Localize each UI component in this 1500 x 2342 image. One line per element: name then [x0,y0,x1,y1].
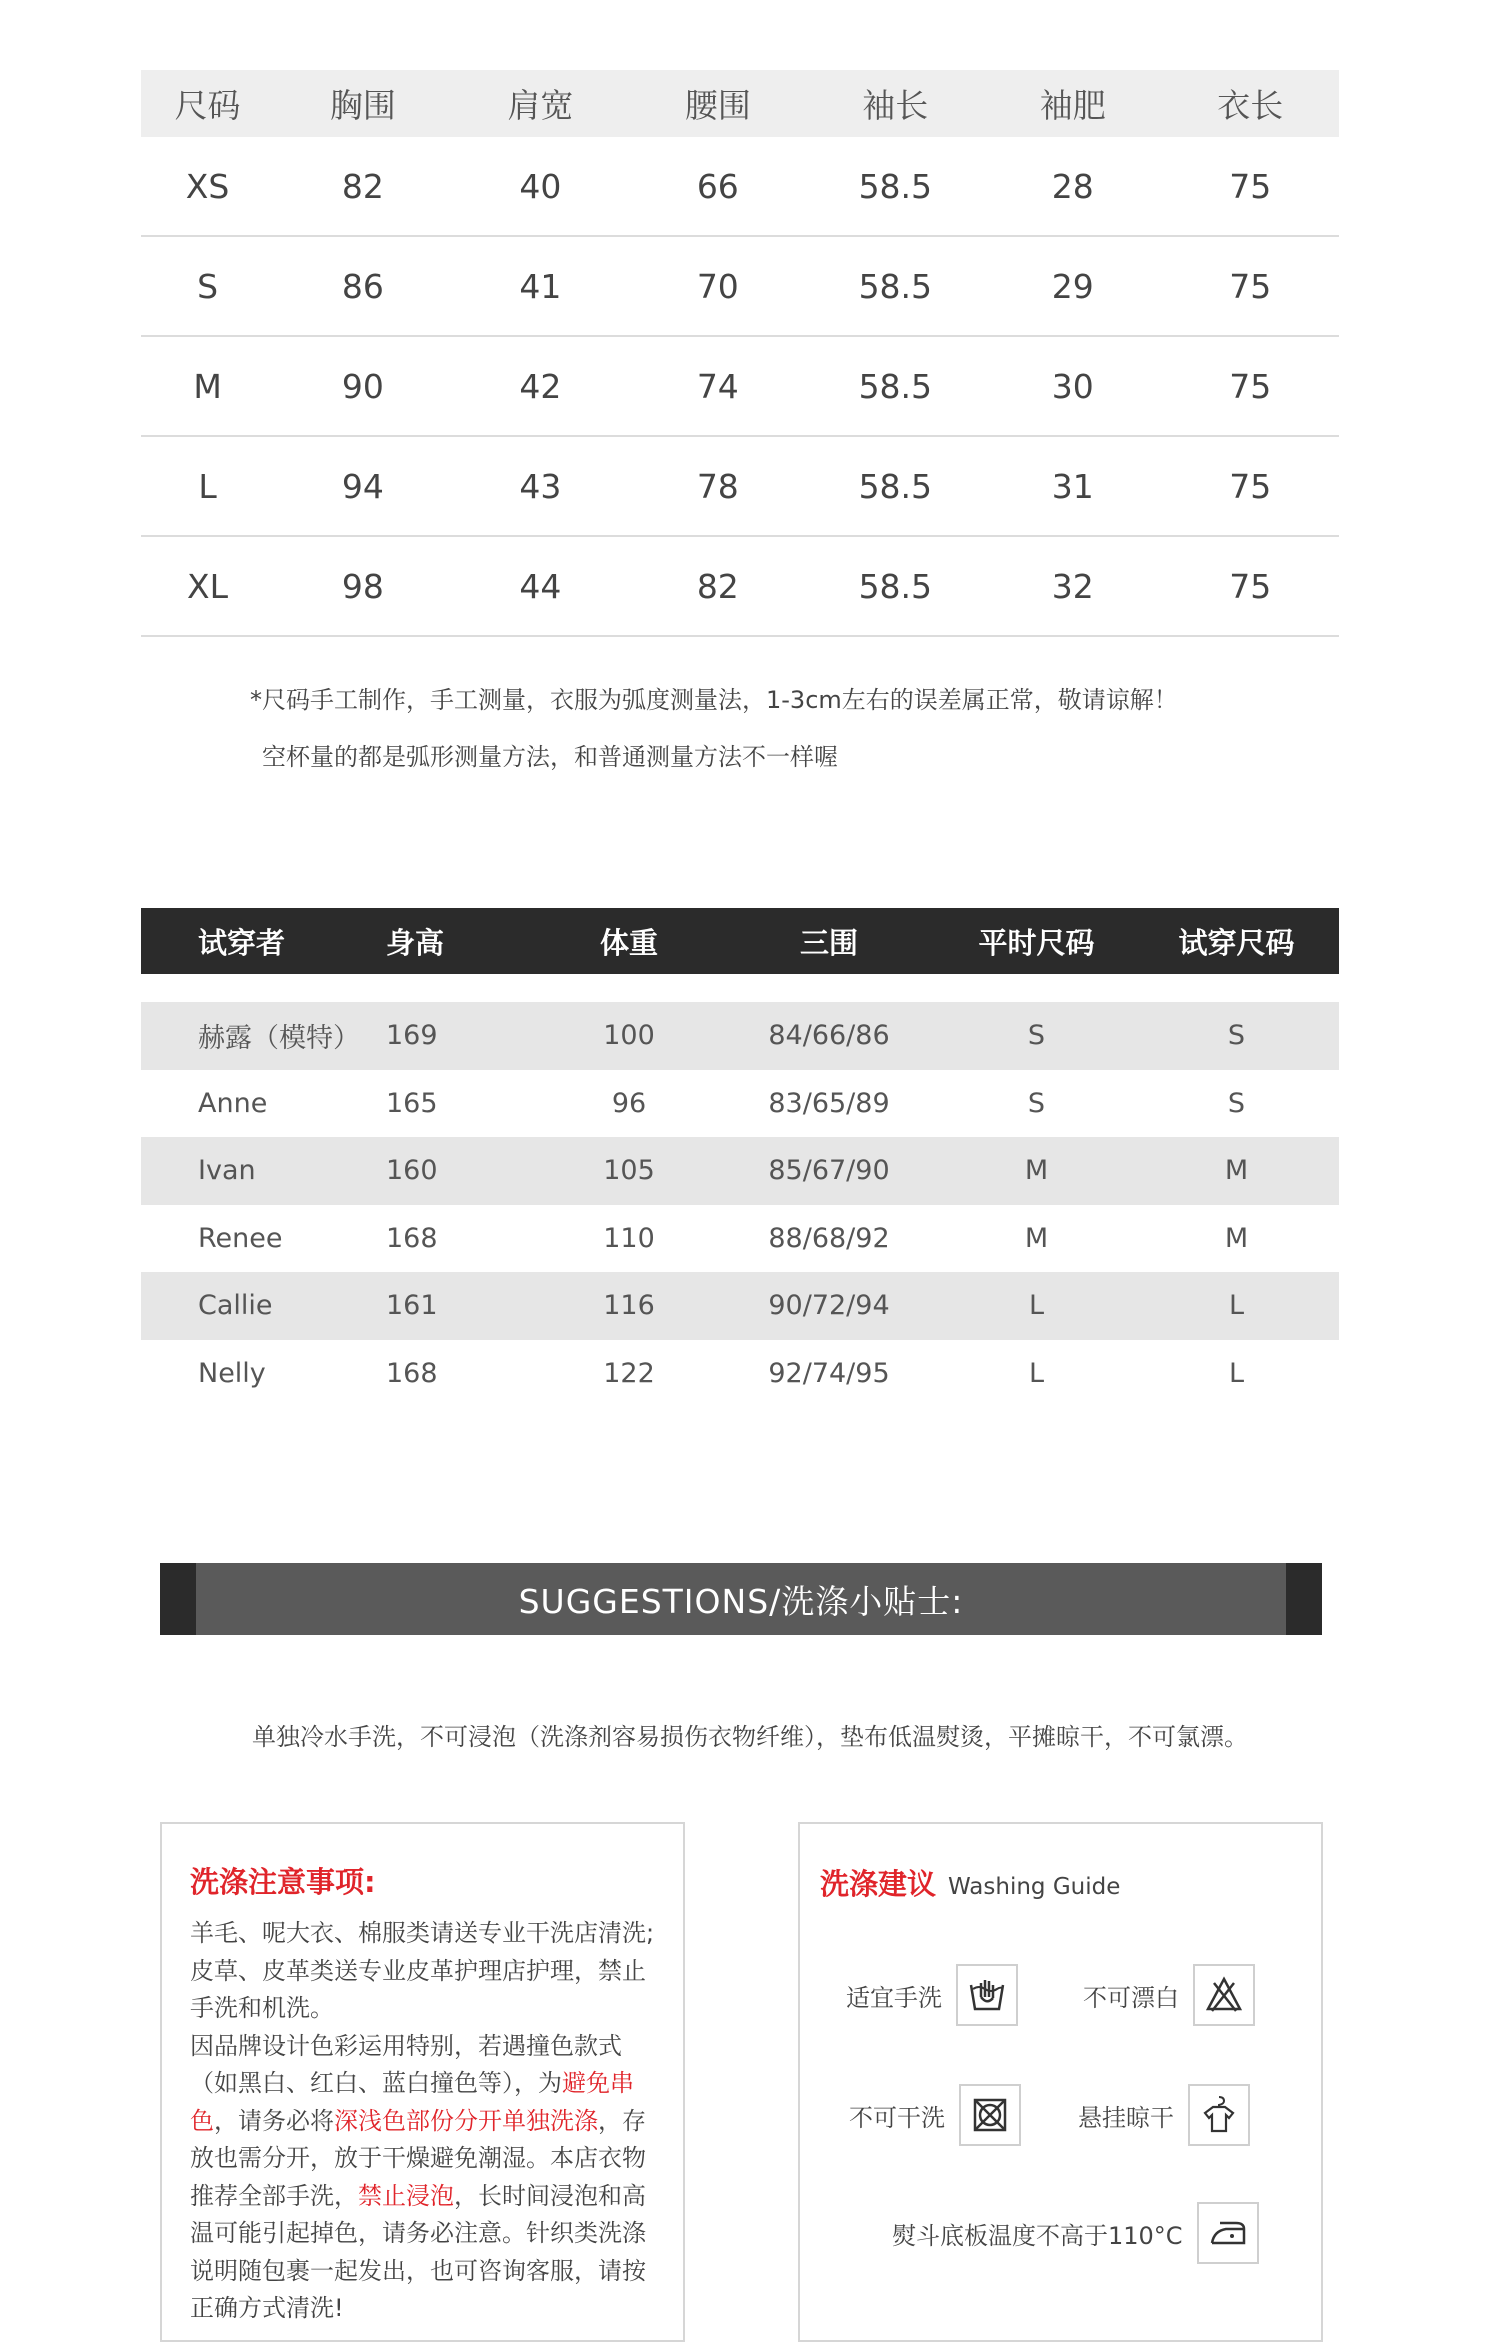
table-cell: 90/72/94 [768,1290,890,1322]
care-notes-paragraph-2 [190,2028,655,2328]
table-cell: Anne [198,1087,268,1119]
table-cell: 75 [1229,166,1272,206]
care-label: 不可干洗 [849,2103,945,2132]
header-cell: 身高 [386,925,445,960]
no-dry-clean-icon [959,2084,1021,2146]
washing-guide-title-cn: 洗涤建议 [820,1867,937,1901]
table-cell: Nelly [198,1357,266,1389]
table-cell: 98 [341,566,384,606]
header-cell: 袖长 [862,86,929,125]
fit-table [141,908,1339,1407]
header-cell: 肩宽 [507,86,574,125]
table-cell: S [1227,1087,1246,1119]
table-cell: 58.5 [858,266,933,306]
care-label: 悬挂晾干 [1078,2103,1174,2132]
header-cell: 胸围 [329,86,396,125]
care-notes-box [160,1822,685,2342]
table-cell: 116 [603,1290,655,1322]
header-cell: 试穿者 [198,925,286,960]
table-cell: 161 [386,1290,438,1322]
fit-table-header [141,908,1339,974]
highlight-text: 禁止浸泡 [358,2181,454,2210]
table-cell: 29 [1051,266,1094,306]
care-notes-title: 洗涤注意事项: [190,1865,376,1899]
table-cell: 74 [696,366,739,406]
highlight-text: 避免串色 [190,2069,634,2135]
table-cell: S [1027,1020,1046,1052]
no-bleach-icon [1193,1964,1255,2026]
suggestions-title: SUGGESTIONS/洗涤小贴士: [518,1581,964,1621]
hand-wash-icon [956,1964,1018,2026]
table-cell: 75 [1229,366,1272,406]
table-cell: 44 [519,566,562,606]
iron-low-icon [1197,2202,1259,2264]
table-row [141,1205,1339,1273]
table-cell: 92/74/95 [768,1357,890,1389]
washing-guide-title [820,1862,1120,1903]
table-cell: 168 [386,1222,438,1254]
table-row [141,337,1339,437]
table-cell: 58.5 [858,566,933,606]
table-cell: 122 [603,1357,655,1389]
table-cell: 168 [386,1357,438,1389]
table-cell: 160 [386,1155,438,1187]
table-cell: 41 [519,266,562,306]
table-cell: L [1228,1357,1245,1389]
table-cell: 96 [611,1087,647,1119]
table-cell: L [1028,1357,1045,1389]
measurement-note-secondary: 空杯量的都是弧形测量方法，和普通测量方法不一样喔 [262,743,838,771]
header-cell: 袖肥 [1039,86,1106,125]
care-item-iron [892,2202,1259,2264]
header-cell: 腰围 [684,86,751,125]
care-label: 不可漂白 [1083,1983,1179,2012]
table-row [141,437,1339,537]
care-text: ，存放也需分开，放于干燥避免潮湿。本店衣物推荐全部手洗， [190,2106,646,2210]
table-cell: M [1024,1222,1049,1254]
size-table-header [141,70,1339,137]
table-row [141,1137,1339,1205]
table-cell: 94 [341,466,384,506]
table-row [141,1070,1339,1138]
table-cell: M [193,366,222,406]
table-cell: 30 [1051,366,1094,406]
table-cell: 58.5 [858,166,933,206]
table-cell: 90 [341,366,384,406]
table-cell: 82 [341,166,384,206]
table-cell: 赫露（模特） [198,1023,360,1055]
care-text: ，长时间浸泡和高温可能引起掉色，请务必注意。针织类洗涤说明随包裹一起发出，也可咨询客服，请按正确方式清洗! [190,2181,646,2322]
table-cell: 84/66/86 [768,1020,890,1052]
washing-guide-box [798,1822,1323,2342]
table-cell: 169 [386,1020,438,1052]
table-cell: Ivan [198,1155,256,1187]
size-table [141,70,1339,637]
header-cell: 体重 [599,925,658,960]
table-cell: 110 [603,1222,655,1254]
table-cell: 78 [696,466,739,506]
care-notes-paragraph-1: 羊毛、呢大衣、棉服类请送专业干洗店清洗;皮草、皮革类送专业皮革护理店护理，禁止手洗和机洗。 [190,1919,655,2022]
table-cell: 31 [1051,466,1094,506]
table-cell: M [1224,1155,1249,1187]
table-row [141,1272,1339,1340]
measurement-note: *尺码手工制作，手工测量，衣服为弧度测量法，1-3cm左右的误差属正常，敬请谅解！ [250,686,1178,714]
table-cell: M [1224,1222,1249,1254]
wash-instructions: 单独冷水手洗，不可浸泡（洗涤剂容易损伤衣物纤维），垫布低温熨烫，平摊晾干，不可氯漂。 [252,1723,1248,1751]
header-cell: 三围 [799,925,858,960]
table-cell: 86 [341,266,384,306]
table-cell: 58.5 [858,366,933,406]
table-cell: S [197,266,219,306]
table-cell: 75 [1229,266,1272,306]
table-cell: 66 [696,166,739,206]
table-cell: L [1228,1290,1245,1322]
care-notes-text [190,1915,655,2328]
suggestions-banner [160,1563,1322,1635]
table-cell: S [1227,1020,1246,1052]
table-cell: 100 [603,1020,655,1052]
table-row [141,537,1339,637]
header-cell: 尺码 [174,86,241,125]
table-row [141,1340,1339,1408]
header-cell: 试穿尺码 [1178,925,1295,960]
table-cell: 75 [1229,566,1272,606]
table-cell: L [198,466,217,506]
care-item-no-bleach [1083,1964,1255,2026]
table-cell: L [1028,1290,1045,1322]
table-cell: 40 [519,166,562,206]
table-cell: 43 [519,466,562,506]
table-row [141,237,1339,337]
table-cell: 28 [1051,166,1094,206]
table-cell: 105 [603,1155,655,1187]
header-cell: 衣长 [1217,86,1284,125]
care-item-hand-wash [846,1964,1018,2026]
table-cell: 58.5 [858,466,933,506]
table-cell: 70 [696,266,739,306]
table-cell: 88/68/92 [768,1222,890,1254]
table-cell: 42 [519,366,562,406]
table-cell: 32 [1051,566,1094,606]
header-cell: 平时尺码 [978,925,1095,960]
washing-guide-title-en: Washing Guide [948,1874,1121,1900]
table-cell: S [1027,1087,1046,1119]
table-cell: 85/67/90 [768,1155,890,1187]
table-cell: M [1024,1155,1049,1187]
care-label: 适宜手洗 [846,1983,942,2012]
table-cell: XS [185,166,230,206]
table-cell: 165 [386,1087,438,1119]
table-row [141,1002,1339,1070]
table-cell: Renee [198,1222,283,1254]
hang-dry-icon [1188,2084,1250,2146]
table-cell: 83/65/89 [768,1087,890,1119]
table-cell: 82 [696,566,739,606]
table-cell: Callie [198,1290,273,1322]
care-item-hang-dry [1078,2084,1250,2146]
table-cell: 75 [1229,466,1272,506]
care-text: ，请务必将 [214,2106,334,2135]
fit-table-body [141,1002,1339,1407]
table-cell: XL [187,566,229,606]
table-row [141,137,1339,237]
care-text: 因品牌设计色彩运用特别，若遇撞色款式（如黑白、红白、蓝白撞色等），为 [190,2031,622,2097]
care-label: 熨斗底板温度不高于110°C [892,2221,1183,2250]
care-item-no-dry-clean [849,2084,1021,2146]
highlight-text: 深浅色部份分开单独洗涤 [334,2106,598,2135]
